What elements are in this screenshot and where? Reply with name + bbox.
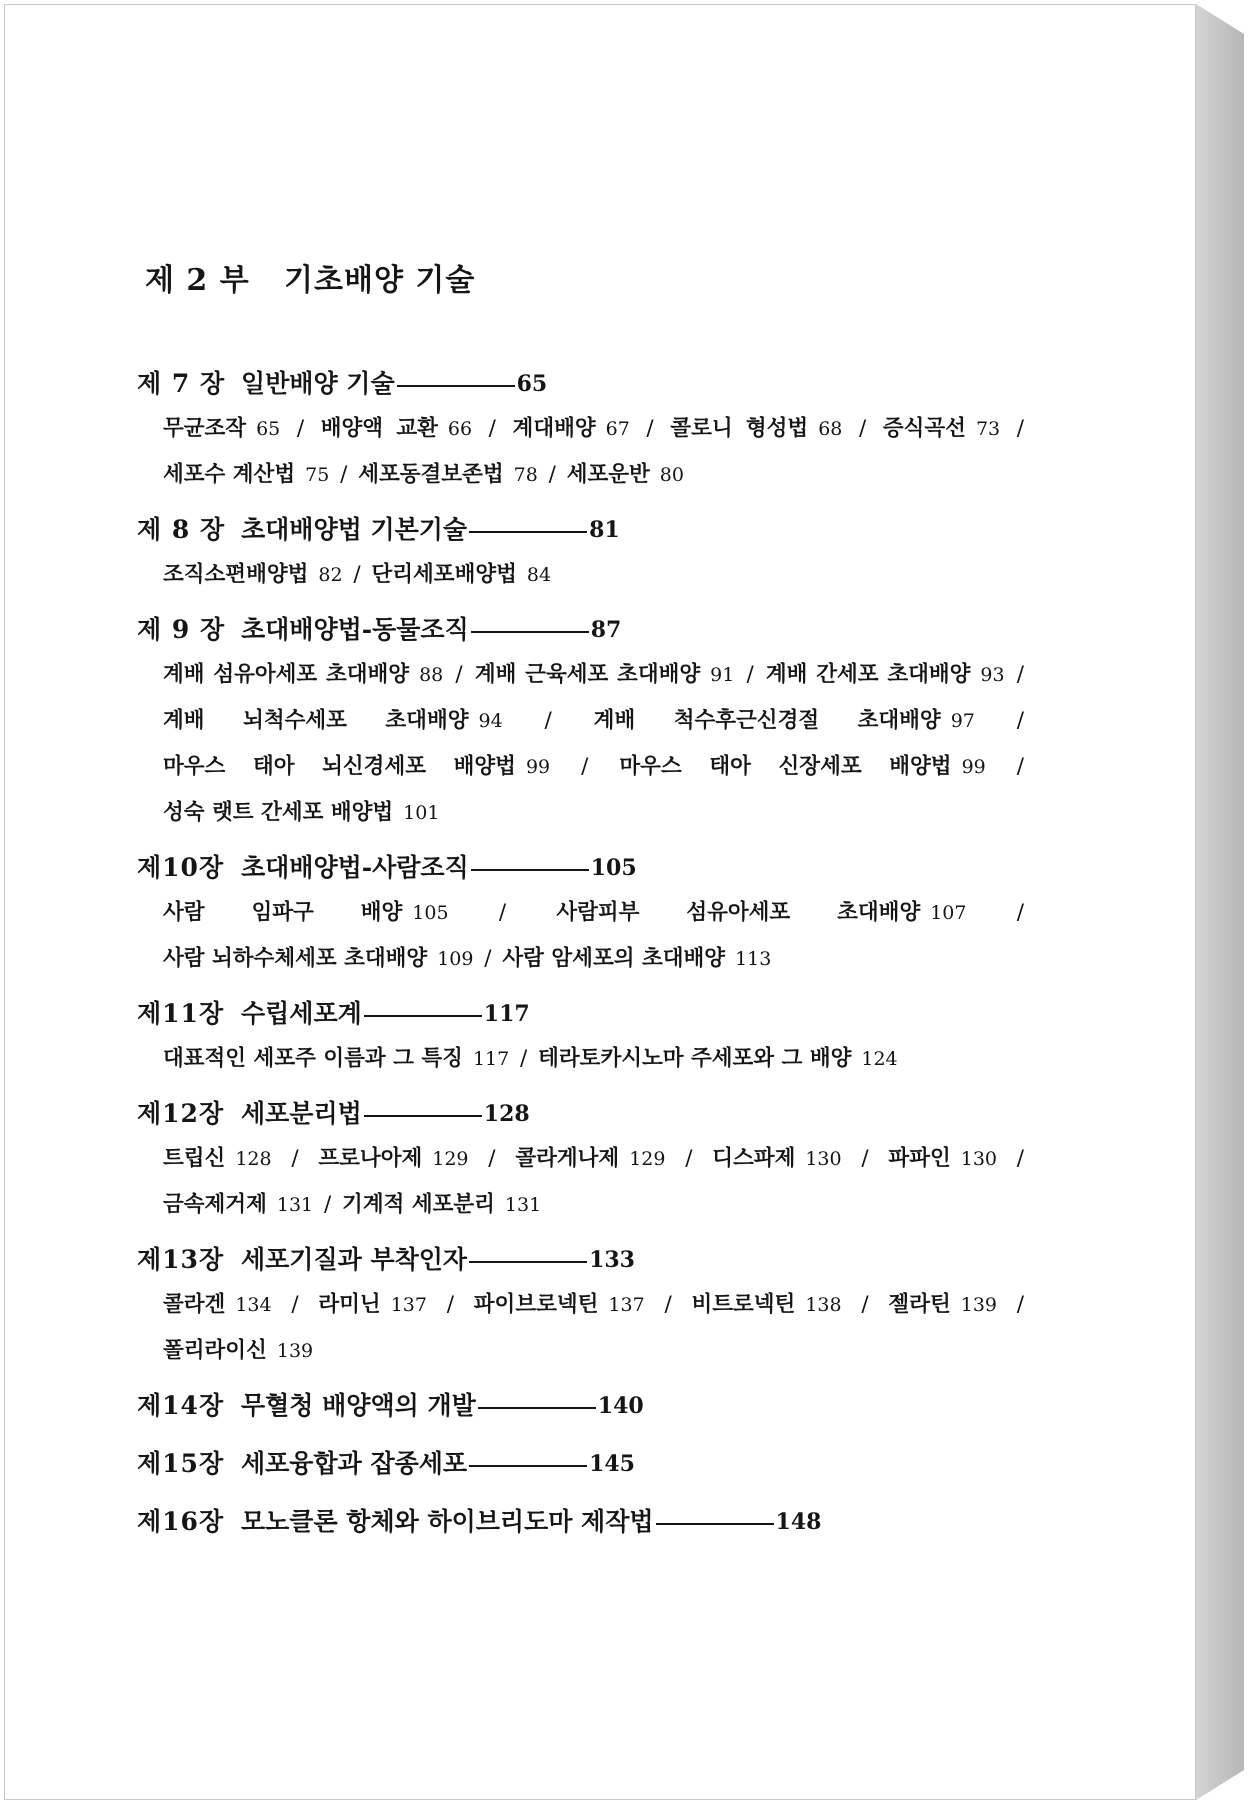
part-title: 제 2 부 기초배양 기술 — [145, 263, 476, 298]
leader-line — [469, 1261, 587, 1263]
section-title: 계배 척수후근신경절 초대배양 — [593, 708, 941, 733]
toc-chapter — [137, 1240, 1032, 1374]
section-page-number: 99 — [961, 756, 986, 778]
separator: / — [648, 1292, 688, 1317]
section-entry — [712, 1146, 841, 1171]
section-entry — [670, 416, 842, 441]
section-page-number: 134 — [235, 1294, 272, 1316]
section-entry — [163, 416, 280, 441]
section-entry — [474, 1292, 645, 1317]
section-page-number: 130 — [960, 1148, 997, 1170]
separator: / — [430, 1292, 470, 1317]
section-entry — [538, 1046, 898, 1071]
chapter-number: 제 8 장 — [137, 515, 226, 544]
separator: / — [284, 416, 317, 441]
section-page-number: 139 — [276, 1340, 314, 1362]
leader-line — [364, 1015, 482, 1017]
section-title: 사람 뇌하수체세포 초대배양 — [163, 946, 428, 971]
toc-chapter — [137, 510, 1032, 598]
section-list — [163, 1282, 1028, 1374]
section-page-number: 94 — [478, 710, 503, 732]
separator: / — [554, 754, 616, 779]
section-entry — [163, 1146, 272, 1171]
section-entry — [163, 462, 329, 487]
section-page-number: 67 — [605, 418, 630, 440]
section-page-number: 131 — [276, 1194, 314, 1216]
section-page-number: 137 — [608, 1294, 645, 1316]
separator: / — [275, 1146, 315, 1171]
section-title: 테라토카시노마 주세포와 그 배양 — [538, 1046, 852, 1071]
separator: / — [989, 754, 1025, 779]
section-page-number: 75 — [305, 464, 330, 486]
section-page-number: 137 — [390, 1294, 427, 1316]
section-entry — [163, 800, 439, 825]
chapter-number: 제14장 — [137, 1391, 225, 1420]
section-entry — [163, 900, 449, 925]
chapter-page-number: 65 — [516, 371, 548, 397]
chapter-number: 제12장 — [137, 1099, 225, 1128]
section-entry — [619, 754, 985, 779]
chapter-title: 수립세포계 — [241, 999, 362, 1028]
toc-chapter — [137, 364, 1032, 498]
section-title: 계배 간세포 초대배양 — [765, 662, 971, 687]
section-list — [163, 1036, 1028, 1082]
section-entry — [163, 1292, 272, 1317]
section-title: 폴리라이신 — [163, 1338, 267, 1363]
chapter-heading — [137, 1094, 1032, 1134]
section-title: 금속제거제 — [163, 1192, 267, 1217]
section-entry — [163, 1046, 509, 1071]
leader-line — [364, 1115, 482, 1117]
section-title: 라미닌 — [318, 1292, 381, 1317]
section-page-number: 130 — [805, 1148, 842, 1170]
section-page-number: 93 — [980, 664, 1005, 686]
section-page-number: 129 — [432, 1148, 469, 1170]
section-entry — [513, 416, 630, 441]
page-edge-shadow — [1196, 4, 1244, 1800]
section-page-number: 73 — [975, 418, 1001, 440]
chapter-heading — [137, 610, 1032, 650]
chapter-title: 초대배양법-사람조직 — [241, 853, 469, 882]
section-page-number: 109 — [437, 948, 474, 970]
chapter-heading — [137, 1502, 1032, 1542]
section-page-number: 99 — [525, 756, 551, 778]
chapter-title: 초대배양법-동물조직 — [241, 615, 469, 644]
section-title: 콜라게나제 — [515, 1146, 620, 1171]
section-title: 비트로넥틴 — [691, 1292, 796, 1317]
section-title: 계대배양 — [512, 416, 596, 441]
section-entry — [358, 462, 538, 487]
section-title: 트립신 — [163, 1146, 226, 1171]
section-title: 마우스 태아 뇌신경세포 배양법 — [163, 754, 516, 779]
separator: / — [970, 900, 1025, 925]
section-page-number: 139 — [960, 1294, 997, 1316]
toc-chapter — [137, 1444, 1032, 1484]
toc-chapter — [137, 994, 1032, 1082]
separator: / — [1001, 1292, 1025, 1317]
chapter-number: 제 7 장 — [137, 369, 226, 398]
section-page-number: 82 — [318, 564, 343, 586]
section-title: 파파인 — [888, 1146, 951, 1171]
chapter-page-number: 105 — [590, 855, 637, 881]
chapter-heading — [137, 1386, 1032, 1426]
section-entry — [567, 462, 684, 487]
leader-line — [469, 531, 587, 533]
separator: / — [506, 708, 590, 733]
chapter-title: 일반배양 기술 — [241, 369, 395, 398]
section-title: 배양액 교환 — [320, 416, 438, 441]
toc-chapter — [137, 1502, 1032, 1542]
chapter-page-number: 81 — [589, 517, 620, 543]
chapter-number: 제11장 — [137, 999, 225, 1028]
section-title: 세포운반 — [566, 462, 650, 487]
separator: / — [476, 416, 509, 441]
section-page-number: 91 — [710, 664, 735, 686]
section-entry — [318, 1292, 427, 1317]
section-title: 디스파제 — [712, 1146, 796, 1171]
section-entry — [691, 1292, 841, 1317]
section-page-number: 68 — [818, 418, 843, 440]
section-entry — [888, 1146, 997, 1171]
section-entry — [372, 562, 552, 587]
chapter-page-number: 128 — [483, 1101, 530, 1127]
section-entry — [163, 708, 503, 733]
section-page-number: 131 — [504, 1194, 542, 1216]
separator: / — [447, 662, 471, 687]
chapter-number: 제10장 — [137, 853, 225, 882]
chapter-page-number: 133 — [589, 1247, 635, 1273]
section-entry — [318, 1146, 468, 1171]
section-title: 계배 섬유아세포 초대배양 — [163, 662, 410, 687]
separator: / — [845, 1292, 885, 1317]
separator: / — [477, 946, 499, 971]
section-page-number: 78 — [513, 464, 538, 486]
chapter-number: 제13장 — [137, 1245, 225, 1274]
chapter-title: 세포분리법 — [241, 1099, 362, 1128]
leader-line — [471, 869, 589, 871]
section-entry — [515, 1146, 665, 1171]
section-title: 사람 암세포의 초대배양 — [502, 946, 726, 971]
section-page-number: 107 — [930, 902, 967, 924]
separator: / — [633, 416, 667, 441]
section-entry — [163, 1192, 313, 1217]
section-page-number: 117 — [472, 1048, 510, 1070]
section-entry — [766, 662, 1005, 687]
section-page-number: 97 — [950, 710, 975, 732]
chapter-heading — [137, 994, 1032, 1034]
leader-line — [397, 385, 515, 387]
separator: / — [1004, 416, 1024, 441]
section-title: 콜라겐 — [163, 1292, 226, 1317]
chapter-title: 무혈청 배양액의 개발 — [241, 1391, 476, 1420]
section-list — [163, 406, 1028, 498]
section-title: 계배 근육세포 초대배양 — [474, 662, 701, 687]
separator: / — [513, 1046, 535, 1071]
section-title: 기계적 세포분리 — [342, 1192, 495, 1217]
chapter-title: 세포기질과 부착인자 — [241, 1245, 468, 1274]
leader-line — [469, 1465, 587, 1467]
toc-chapter — [137, 1094, 1032, 1228]
section-entry — [163, 1338, 313, 1363]
chapter-title: 초대배양법 기본기술 — [241, 515, 468, 544]
chapter-heading — [137, 1444, 1032, 1484]
section-title: 성숙 랫트 간세포 배양법 — [163, 800, 394, 825]
section-entry — [475, 662, 735, 687]
section-entry — [163, 946, 473, 971]
leader-line — [471, 631, 589, 633]
separator: / — [541, 462, 563, 487]
section-page-number: 105 — [412, 902, 449, 924]
section-title: 조직소편배양법 — [163, 562, 309, 587]
section-page-number: 88 — [419, 664, 444, 686]
chapter-heading — [137, 848, 1032, 888]
chapter-title: 세포융합과 잡종세포 — [241, 1449, 468, 1478]
section-page-number: 80 — [659, 464, 684, 486]
chapter-heading — [137, 364, 1032, 404]
section-title: 사람피부 섬유아세포 초대배양 — [556, 900, 921, 925]
leader-line — [656, 1523, 774, 1525]
section-title: 세포수 계산법 — [163, 462, 296, 487]
section-entry — [163, 562, 343, 587]
separator: / — [452, 900, 553, 925]
section-page-number: 113 — [735, 948, 772, 970]
section-title: 증식곡선 — [882, 416, 966, 441]
section-page-number: 101 — [403, 802, 440, 824]
section-page-number: 84 — [526, 564, 552, 586]
section-title: 대표적인 세포주 이름과 그 특징 — [163, 1046, 463, 1071]
chapter-heading — [137, 510, 1032, 550]
separator: / — [978, 708, 1024, 733]
chapter-page-number: 87 — [590, 617, 622, 643]
section-entry — [888, 1292, 997, 1317]
separator: / — [346, 562, 368, 587]
chapter-number: 제 9 장 — [137, 615, 226, 644]
section-entry — [594, 708, 975, 733]
section-list — [163, 652, 1028, 836]
separator: / — [845, 1146, 885, 1171]
section-page-number: 128 — [235, 1148, 272, 1170]
separator: / — [472, 1146, 512, 1171]
toc-chapter — [137, 610, 1032, 836]
section-title: 무균조작 — [163, 416, 247, 441]
section-entry — [502, 946, 771, 971]
separator: / — [846, 416, 879, 441]
separator: / — [333, 462, 355, 487]
section-title: 단리세포배양법 — [371, 562, 517, 587]
leader-line — [478, 1407, 596, 1409]
separator: / — [275, 1292, 315, 1317]
chapter-heading — [137, 1240, 1032, 1280]
section-entry — [342, 1192, 541, 1217]
section-title: 마우스 태아 신장세포 배양법 — [619, 754, 952, 779]
chapter-number: 제15장 — [137, 1449, 225, 1478]
section-title: 세포동결보존법 — [358, 462, 504, 487]
section-list — [163, 890, 1028, 982]
table-of-contents — [137, 364, 1032, 1560]
section-page-number: 138 — [805, 1294, 842, 1316]
toc-chapter — [137, 848, 1032, 982]
separator: / — [669, 1146, 709, 1171]
chapter-title: 모노클론 항체와 하이브리도마 제작법 — [241, 1507, 654, 1536]
section-list — [163, 1136, 1028, 1228]
separator: / — [738, 662, 762, 687]
section-entry — [883, 416, 1000, 441]
section-page-number: 129 — [629, 1148, 666, 1170]
chapter-page-number: 145 — [589, 1451, 635, 1477]
section-title: 파이브로넥틴 — [473, 1292, 599, 1317]
section-page-number: 124 — [861, 1048, 898, 1070]
separator: / — [1008, 662, 1025, 687]
section-list — [163, 552, 1028, 598]
toc-chapter — [137, 1386, 1032, 1426]
chapter-page-number: 140 — [597, 1393, 644, 1419]
section-title: 젤라틴 — [888, 1292, 951, 1317]
section-entry — [321, 416, 472, 441]
section-entry — [556, 900, 966, 925]
section-title: 사람 임파구 배양 — [163, 900, 403, 925]
chapter-page-number: 117 — [483, 1001, 530, 1027]
section-entry — [163, 662, 443, 687]
section-page-number: 66 — [447, 418, 473, 440]
section-entry — [163, 754, 550, 779]
section-title: 계배 뇌척수세포 초대배양 — [163, 708, 469, 733]
separator: / — [317, 1192, 339, 1217]
chapter-number: 제16장 — [137, 1507, 225, 1536]
chapter-page-number: 148 — [775, 1509, 822, 1535]
section-page-number: 65 — [256, 418, 281, 440]
section-title: 콜로니 형성법 — [670, 416, 809, 441]
section-title: 프로나아제 — [318, 1146, 423, 1171]
separator: / — [1001, 1146, 1025, 1171]
